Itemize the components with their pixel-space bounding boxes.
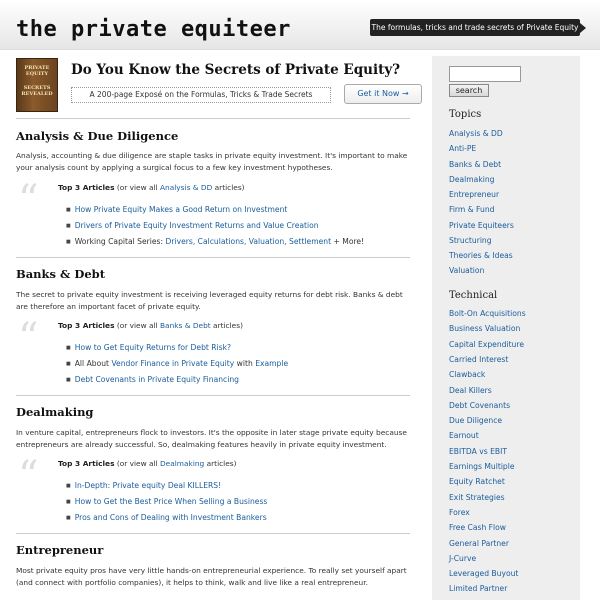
promo-subtitle: A 200-page Exposé on the Formulas, Tricks & Trade Secrets: [71, 87, 331, 103]
article-item: [66, 359, 288, 368]
section-title-banks[interactable]: Banks & Debt: [16, 267, 106, 281]
article-text: Working Capital Series:: [74, 237, 166, 246]
article-link[interactable]: Drivers of Private Equity Investment Returns and Value Creation: [74, 221, 319, 230]
article-link[interactable]: How to Get the Best Price When Selling a Business: [74, 497, 268, 506]
book-line: PRIVATE: [24, 65, 50, 71]
article-item: [66, 481, 221, 490]
desc-line: (and connect with portfolio companies), it helps to think, walk and live like a real entrepreneur.: [16, 578, 368, 587]
section-title-dealmaking[interactable]: Dealmaking: [16, 405, 94, 419]
article-item: [66, 237, 364, 246]
section-desc-entrepreneur: [16, 565, 412, 589]
section-title-analysis[interactable]: Analysis & Due Diligence: [16, 129, 179, 143]
desc-line: In venture capital, entrepreneurs flock to investors. It's the opposite in later stage private equity because: [16, 428, 407, 437]
book-line: SECRETS: [23, 85, 51, 91]
site-header: [0, 0, 600, 50]
article-link[interactable]: Pros and Cons of Dealing with Investment Bankers: [74, 513, 267, 522]
article-link[interactable]: How to Get Equity Returns for Debt Risk?: [74, 343, 232, 352]
technical-item[interactable]: Debt Covenants: [449, 400, 511, 410]
top3-text: articles): [204, 459, 237, 468]
technical-item[interactable]: Clawback: [449, 370, 486, 380]
quote-mark-icon: “: [18, 177, 39, 223]
technical-item[interactable]: Equity Ratchet: [449, 477, 505, 487]
topics-item[interactable]: Entrepreneur: [449, 190, 500, 199]
top3-label: Top 3 Articles: [58, 183, 115, 192]
technical-item[interactable]: EBITDA vs EBIT: [449, 446, 507, 456]
book-cover-image[interactable]: [16, 58, 58, 112]
top3-text: (or view all: [114, 321, 160, 330]
technical-item[interactable]: Exit Strategies: [449, 492, 505, 502]
section-desc-analysis: [16, 150, 412, 174]
article-item: [66, 221, 319, 230]
top3-heading: [58, 459, 237, 468]
top3-text: articles): [210, 321, 243, 330]
article-item: [66, 513, 267, 522]
article-text: All About: [74, 359, 112, 368]
technical-item[interactable]: Leveraged Buyout: [449, 569, 519, 579]
technical-item[interactable]: Bolt-On Acquisitions: [449, 309, 526, 318]
technical-item[interactable]: General Partner: [449, 538, 509, 548]
divider: [16, 533, 410, 534]
article-link[interactable]: How Private Equity Makes a Good Return on Investment: [74, 205, 288, 214]
divider: [16, 118, 410, 119]
topics-item[interactable]: Firm & Fund: [449, 205, 495, 215]
topics-item[interactable]: Banks & Debt: [449, 159, 502, 169]
topics-item[interactable]: Structuring: [449, 235, 492, 245]
top3-heading: [58, 321, 243, 330]
desc-line: The secret to private equity investment is receiving leveraged equity returns for debt risk. Banks & debt: [16, 290, 403, 299]
article-text: + More!: [331, 237, 365, 246]
get-it-now-button[interactable]: Get it Now →: [344, 84, 422, 104]
book-line: REVEALED: [21, 91, 53, 97]
technical-item[interactable]: J-Curve: [449, 553, 477, 563]
desc-line: entrepreneurs are already successful. So, dealmaking features heavily in private equity investment.: [16, 440, 387, 449]
topics-item[interactable]: Valuation: [449, 266, 485, 276]
article-link[interactable]: Example: [255, 359, 289, 368]
desc-line: are therefore an important facet of private equity.: [16, 302, 201, 311]
article-item: [66, 343, 231, 352]
technical-item[interactable]: Earnings Multiple: [449, 462, 515, 471]
view-all-link[interactable]: Analysis & DD: [159, 183, 213, 192]
top3-label: Top 3 Articles: [58, 321, 115, 330]
desc-line: Most private equity pros have very little hands-on entrepreneurial experience. To really set yourself apart: [16, 566, 407, 575]
section-desc-banks: [16, 289, 412, 313]
quote-mark-icon: “: [18, 315, 39, 361]
article-link[interactable]: In-Depth: Private equity Deal KILLERS!: [74, 481, 222, 490]
technical-item[interactable]: Deal Killers: [449, 385, 492, 395]
view-all-link[interactable]: Banks & Debt: [159, 321, 211, 330]
article-item: [66, 375, 239, 384]
section-title-entrepreneur[interactable]: Entrepreneur: [16, 543, 104, 557]
sidebar: [432, 56, 580, 600]
article-link[interactable]: Debt Covenants in Private Equity Financing: [74, 375, 239, 384]
topics-item[interactable]: Private Equiteers: [449, 220, 514, 230]
technical-item[interactable]: Due Diligence: [449, 416, 503, 426]
topics-item[interactable]: Anti-PE: [449, 144, 477, 154]
promo-banner: [16, 58, 412, 114]
top3-text: (or view all: [114, 459, 160, 468]
quote-mark-icon: “: [18, 453, 39, 499]
technical-item[interactable]: Earnout: [449, 431, 479, 441]
topics-item[interactable]: Theories & Ideas: [449, 251, 513, 260]
article-link[interactable]: Drivers, Calculations, Valuation, Settlement: [165, 237, 332, 246]
technical-item[interactable]: Carried Interest: [449, 354, 509, 364]
technical-item[interactable]: Limited Partner: [449, 584, 508, 594]
article-item: [66, 205, 287, 214]
search-input[interactable]: [449, 66, 521, 82]
promo-title: Do You Know the Secrets of Private Equity?: [71, 62, 401, 78]
top3-label: Top 3 Articles: [58, 459, 115, 468]
technical-item[interactable]: Forex: [449, 507, 470, 517]
technical-item[interactable]: Free Cash Flow: [449, 523, 507, 533]
search-button[interactable]: search: [449, 84, 489, 97]
article-link[interactable]: Vendor Finance in Private Equity: [111, 359, 235, 368]
divider: [16, 395, 410, 396]
technical-item[interactable]: Capital Expenditure: [449, 339, 524, 349]
top3-text: articles): [212, 183, 245, 192]
topics-heading: Topics: [449, 109, 482, 120]
top3-text: (or view all: [114, 183, 160, 192]
desc-line: Analysis, accounting & due diligence are staple tasks in private equity investment. It's important to make: [16, 151, 408, 160]
article-item: [66, 497, 267, 506]
site-logo[interactable]: the private equiteer: [16, 17, 291, 42]
technical-heading: Technical: [449, 290, 498, 301]
book-line: EQUITY: [25, 71, 49, 77]
top3-heading: [58, 183, 245, 192]
section-desc-dealmaking: [16, 427, 412, 451]
topics-item[interactable]: Dealmaking: [449, 174, 495, 184]
topics-item[interactable]: Analysis & DD: [449, 129, 503, 138]
technical-item[interactable]: Business Valuation: [449, 324, 521, 334]
article-text: with: [234, 359, 256, 368]
desc-line: your analysis count by applying a surgical focus to a few key investment hypotheses.: [16, 163, 333, 172]
divider: [16, 257, 410, 258]
site-tagline: The formulas, tricks and trade secrets of Private Equity: [370, 19, 580, 36]
view-all-link[interactable]: Dealmaking: [159, 459, 205, 468]
